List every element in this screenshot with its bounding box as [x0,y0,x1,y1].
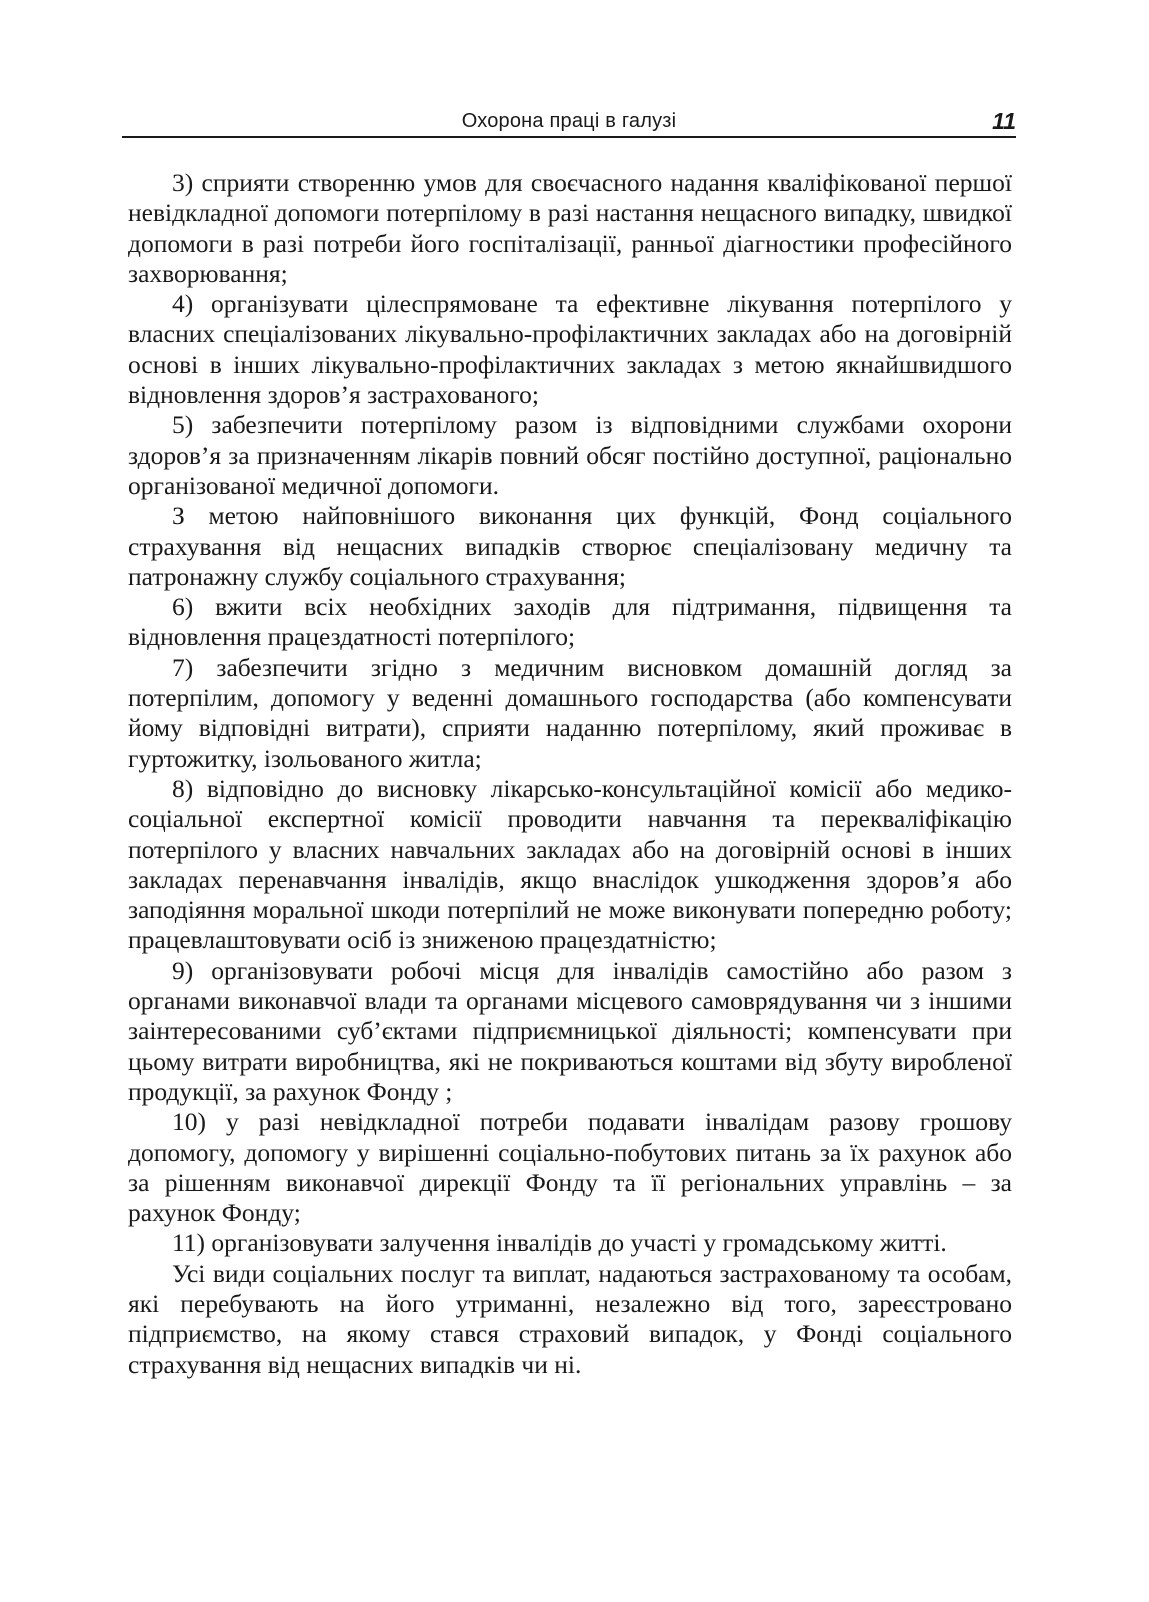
paragraph-item-3: 3) сприяти створенню умов для своєчасного надання кваліфікованої першої невідкладної допомоги потерпілому в разі настання нещасного випадку, швидкої допомоги в разі потреби його госпіталізації, ранньої діагностики професійного захворювання; [128,168,1012,288]
paragraph-item-7: 7) забезпечити згідно з медичним висновком домашній догляд за потерпілим, допомогу у веденні домашнього господарства (або компенсувати йому відповідні витрати), сприяти наданню потерпілому, який проживає в гуртожитку, ізольованого житла; [128,652,1012,773]
paragraph-conclusion: Усі види соціальних послуг та виплат, надаються застрахованому та особам, які перебувають на його утриманні, незалежно від того, зареєстровано підприємство, на якому стався страховий випадок, у Фонді соціального страхування від нещасних випадків чи ні. [128,1258,1012,1379]
body-text [128,168,1012,1380]
paragraph-item-8: 8) відповідно до висновку лікарсько-консультаційної комісії або медико-соціальної експертної комісії проводити навчання та перекваліфікацію потерпілого у власних навчальних закладах або на договірній основі в інших закладах перенавчання інвалідів, якщо внаслідок ушкодження здоров’я або заподіяння моральної шкоди потерпілий не може виконувати попередню роботу; працевлаштовувати осіб із знижeною працездатністю; [128,773,1012,955]
header-title: Охорона праці в галузі [461,110,677,132]
paragraph-item-11: 11) організовувати залучення інвалідів до участі у громадському житті. [172,1228,947,1258]
paragraph-item-10: 10) у разі невідкладної потреби подавати інвалідам разову грошову допомогу, допомогу у вирішенні соціально-побутових питань за їх рахунок або за рішенням виконавчої дирекції Фонду та її регіональних управлінь – за рахунок Фонду; [128,1107,1012,1228]
paragraph-item-6: 6) вжити всіх необхідних заходів для підтримання, підвищення та відновлення працездатності потерпілого; [128,592,1012,652]
paragraph-fund-service: З метою найповнішого виконання цих функцій, Фонд соціального страхування від нещасних випадків створює спеціалізовану медичну та патронажну службу соціального страхування; [128,501,1012,591]
paragraph-item-9: 9) організовувати робочі місця для інвалідів самостійно або разом з органами виконавчої влади та органами місцевого самоврядування чи з іншими заінтересованими суб’єктами підприємницької діяльності; компенсувати при цьому витрати виробництва, які не покриваються коштами від збуту виробленої продукції, за рахунок Фонду ; [128,955,1012,1106]
page-number: 11 [992,108,1016,134]
running-header [122,108,1016,138]
paragraph-item-4: 4) організувати цілеспрямоване та ефективне лікування потерпілого у власних спеціалізованих лікувально-профілактичних закладах або на договірній основі в інших лікувально-профілактичних закладах з метою якнайшвидшого відновлення здоров’я застрахованого; [128,289,1012,410]
paragraph-item-5: 5) забезпечити потерпілому разом із відповідними службами охорони здоров’я за призначенням лікарів повний обсяг постійно доступної, раціонально організованої медичної допомоги. [128,410,1012,500]
